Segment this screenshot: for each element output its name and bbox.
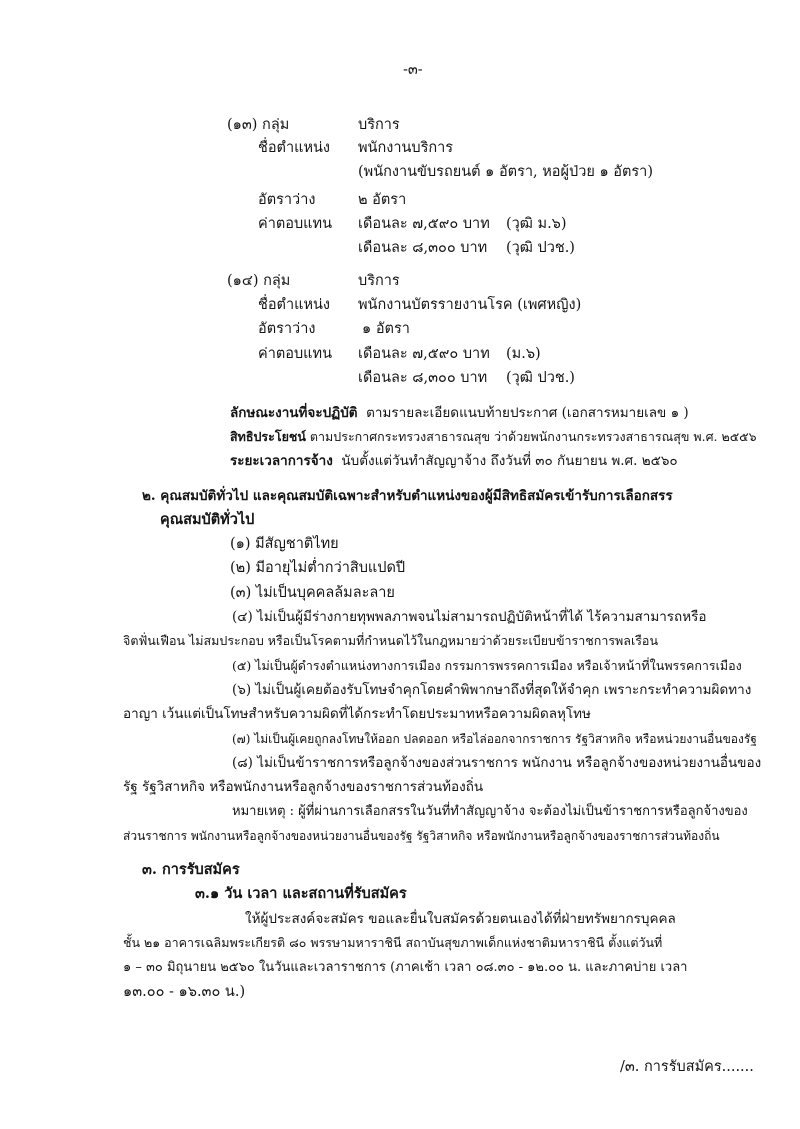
application-para-line-3: ๑ – ๓๐ มิถุนายน ๒๕๖๐ ในวันและเวลาราชการ (ภาคเช้า เวลา ๐๘.๓๐ - ๑๒.๐๐ น. และภาคบ่าย เวลา — [123, 960, 688, 975]
group-13-pay-2: เดือนละ ๘,๓๐๐ บาท — [358, 240, 488, 256]
group-13-edu-1: (วุฒิ ม.๖) — [506, 216, 567, 232]
continuation-footer: /๓. การรับสมัคร....... — [620, 1059, 754, 1075]
section-2-subheading: คุณสมบัติทั่วไป — [160, 511, 255, 528]
qualification-2: (๒) มีอายุไม่ต่ำกว่าสิบแปดปี — [230, 560, 406, 576]
qualification-3: (๓) ไม่เป็นบุคคลล้มละลาย — [230, 585, 395, 601]
group-13-pay-label: ค่าตอบแทน — [258, 216, 332, 232]
qualification-4-line-2: จิตฟั่นเฟือน ไม่สมประกอบ หรือเป็นโรคตามที่กำหนดไว้ในกฎหมายว่าด้วยระเบียบข้าราชการพลเรือน — [123, 633, 658, 648]
group-13-vacancy-label: อัตราว่าง — [258, 192, 316, 208]
group-14-number-label: (๑๔) กลุ่ม — [227, 273, 291, 289]
qualification-4-line-1: (๔) ไม่เป็นผู้มีร่างกายทุพพลภาพจนไม่สามารถปฏิบัติหน้าที่ได้ ไร้ความสามารถหรือ — [232, 609, 707, 625]
employment-period — [230, 451, 678, 471]
group-14-edu-2: (วุฒิ ปวช.) — [506, 370, 575, 386]
note-line-2: ส่วนราชการ พนักงานหรือลูกจ้างของหน่วยงานอื่นของรัฐ รัฐวิสาหกิจ หรือพนักงานหรือลูกจ้างของราชการส่วนท้องถิ่น — [123, 829, 720, 843]
group-14-title: พนักงานบัตรรายงานโรค (เพศหญิง) — [358, 297, 582, 313]
group-14-pay-1: เดือนละ ๗,๕๙๐ บาท — [358, 346, 490, 362]
group-13-pay-1: เดือนละ ๗,๕๙๐ บาท — [358, 216, 490, 232]
qualification-8-line-1: (๘) ไม่เป็นข้าราชการหรือลูกจ้างของส่วนราชการ พนักงาน หรือลูกจ้างของหน่วยงานอื่นของ — [232, 755, 762, 771]
benefits-label: สิทธิประโยชน์ — [230, 429, 306, 444]
group-13-title: พนักงานบริการ — [358, 140, 454, 156]
qualification-8-line-2: รัฐ รัฐวิสาหกิจ หรือพนักงานหรือลูกจ้างของราชการส่วนท้องถิ่น — [123, 779, 484, 795]
application-para-line-4: ๑๓.๐๐ - ๑๖.๓๐ น.) — [123, 984, 246, 1000]
group-14-vacancy: ๑ อัตรา — [362, 321, 410, 337]
application-para-line-1: ให้ผู้ประสงค์จะสมัคร ขอและยื่นใบสมัครด้วยตนเองได้ที่ฝ่ายทรัพยากรบุคคล — [245, 911, 676, 927]
section-3-heading: ๓. การรับสมัคร — [142, 861, 240, 878]
group-13-detail: (พนักงานขับรถยนต์ ๑ อัตรา, หอผู้ป่วย ๑ อัตรา) — [358, 164, 653, 180]
application-para-line-2: ชั้น ๒๑ อาคารเฉลิมพระเกียรติ ๘๐ พรรษามหาราชินี สถาบันสุขภาพเด็กแห่งชาติมหาราชินี ตั้งแต่วันที่ — [123, 935, 663, 950]
group-14-pay-2: เดือนละ ๘,๓๐๐ บาท — [358, 370, 488, 386]
section-3-1-heading: ๓.๑ วัน เวลา และสถานที่รับสมัคร — [195, 885, 407, 902]
group-13-number-label: (๑๓) กลุ่ม — [227, 117, 290, 133]
group-14-edu-1: (ม.๖) — [506, 346, 541, 362]
period-label: ระยะเวลาการจ้าง — [230, 453, 333, 469]
benefits — [230, 427, 757, 447]
qualification-6-line-1: (๖) ไม่เป็นผู้เคยต้องรับโทษจำคุกโดยคำพิพากษาถึงที่สุดให้จำคุก เพราะกระทำความผิดทาง — [232, 682, 752, 698]
group-14-title-label: ชื่อตำแหน่ง — [258, 297, 331, 313]
job-nature-text: ตามรายละเอียดแนบท้ายประกาศ (เอกสารหมายเลข ๑ ) — [366, 405, 689, 421]
job-nature-label: ลักษณะงานที่จะปฏิบัติ — [230, 405, 358, 421]
page-number: -๓- — [403, 62, 423, 78]
job-nature — [230, 403, 689, 423]
group-14-pay-label: ค่าตอบแทน — [258, 346, 332, 362]
section-2-heading: ๒. คุณสมบัติทั่วไป และคุณสมบัติเฉพาะสำหรับตำแหน่งของผู้มีสิทธิสมัครเข้ารับการเลือกสรร — [142, 488, 673, 504]
group-13-title-label: ชื่อตำแหน่ง — [258, 140, 331, 156]
qualification-1: (๑) มีสัญชาติไทย — [230, 536, 339, 552]
qualification-5: (๕) ไม่เป็นผู้ดำรงตำแหน่งทางการเมือง กรรมการพรรคการเมือง หรือเจ้าหน้าที่ในพรรคการเมือง — [232, 658, 742, 673]
qualification-6-line-2: อาญา เว้นแต่เป็นโทษสำหรับความผิดที่ได้กระทำโดยประมาทหรือความผิดลหุโทษ — [123, 706, 591, 722]
group-13-edu-2: (วุฒิ ปวช.) — [506, 240, 575, 256]
group-14-vacancy-label: อัตราว่าง — [258, 321, 316, 337]
note-line-1: หมายเหตุ : ผู้ที่ผ่านการเลือกสรรในวันที่ทำสัญญาจ้าง จะต้องไม่เป็นข้าราชการหรือลูกจ้างของ — [232, 804, 748, 819]
group-14-group: บริการ — [358, 273, 400, 289]
group-13-group: บริการ — [358, 117, 400, 133]
benefits-text: ตามประกาศกระทรวงสาธารณสุข ว่าด้วยพนักงานกระทรวงสาธารณสุข พ.ศ. ๒๕๕๖ — [309, 429, 757, 444]
group-13-vacancy: ๒ อัตรา — [358, 192, 407, 208]
qualification-7: (๗) ไม่เป็นผู้เคยถูกลงโทษให้ออก ปลดออก หรือไล่ออกจากราชการ รัฐวิสาหกิจ หรือหน่วยงานอื่นของรัฐ — [232, 732, 757, 746]
period-text: นับตั้งแต่วันทำสัญญาจ้าง ถึงวันที่ ๓๐ กันยายน พ.ศ. ๒๕๖๐ — [341, 453, 678, 469]
